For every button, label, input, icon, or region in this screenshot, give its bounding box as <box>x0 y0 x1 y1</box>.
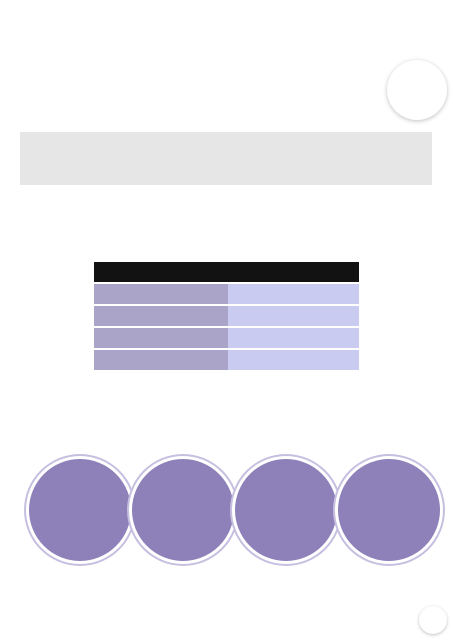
group-acide-circle <box>335 456 443 564</box>
row-label <box>94 349 228 370</box>
table-row <box>94 327 359 349</box>
table-row <box>94 305 359 327</box>
answer-field[interactable] <box>228 305 359 327</box>
col-aliment <box>228 262 359 283</box>
col-saveur <box>94 262 228 283</box>
row-label <box>94 327 228 349</box>
group-sucre-circle <box>26 456 134 564</box>
answer-field[interactable] <box>228 327 359 349</box>
answer-field[interactable] <box>228 349 359 370</box>
flavour-table <box>94 262 359 370</box>
semaine-du-gout-logo <box>387 60 447 120</box>
answer-field[interactable] <box>228 283 359 305</box>
row-label <box>94 305 228 327</box>
footer-logo <box>419 606 447 634</box>
group-amer-circle <box>232 456 340 564</box>
row-label <box>94 283 228 305</box>
tip-box <box>20 132 432 185</box>
table-row <box>94 349 359 370</box>
group-sale-circle <box>129 456 237 564</box>
table-row <box>94 283 359 305</box>
